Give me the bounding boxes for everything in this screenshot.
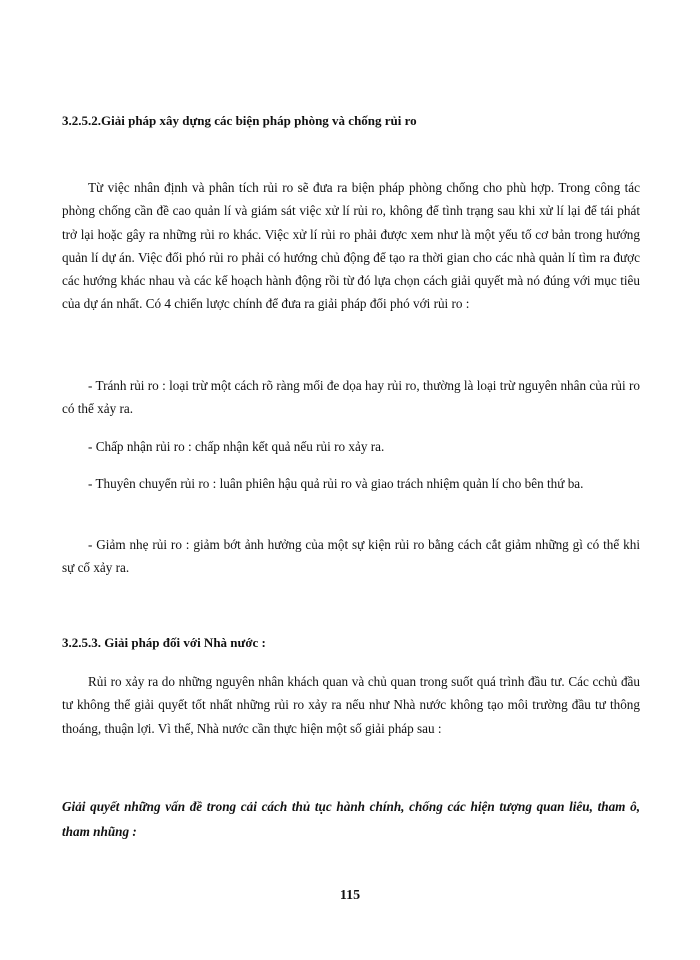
bullet-accept-risk: - Chấp nhận rủi ro : chấp nhận kết quả nếu rủi ro xảy ra. (88, 439, 385, 454)
intro-paragraph: Từ việc nhân định và phân tích rủi ro sẽ đưa ra biện pháp phòng chống cho phù hợp. Trong công tác phòng chống cần đề cao quản lí và giám sát việc xử lí rủi ro, không để tình trạng sau khi xử lí lại để tái phát trở lại hoặc gây ra những rủi ro khác. Việc xử lí rủi ro phải được xem như là một yếu tố cơ bản trong hướng quản lí dự án. Việc đối phó rủi ro phải có hướng chủ động để tạo ra thời gian cho các nhà quản lí tìm ra được các hướng khác nhau và các kế hoạch hành động rồi từ đó lựa chọn cách giải quyết mà nó đúng với mục tiêu của dự án nhất. Có 4 chiến lược chính để đưa ra giải pháp đối phó với rủi ro : (62, 180, 640, 312)
bullet-mitigate-risk: - Giảm nhẹ rủi ro : giảm bớt ảnh hưởng của một sự kiện rủi ro bằng cách cắt giảm những gì có thể khi sự cố xảy ra. (62, 537, 640, 576)
section-heading-3-2-5-2: 3.2.5.2.Giải pháp xây dựng các biện pháp phòng và chống rủi ro (62, 113, 417, 128)
bullet-transfer-risk: - Thuyên chuyển rủi ro : luân phiên hậu quả rủi ro và giao trách nhiệm quản lí cho bên thứ ba. (88, 476, 584, 491)
page-number: 115 (339, 888, 361, 903)
bullet-avoid-risk: - Tránh rủi ro : loại trừ một cách rõ ràng mối đe dọa hay rủi ro, thường là loại trừ nguyên nhân của rủi ro có thể xảy ra. (62, 378, 640, 417)
administrative-reform-subheading: Giải quyết những vấn đề trong cải cách thủ tục hành chính, chống các hiện tượng quan liêu, tham ô, tham nhũng : (62, 799, 640, 839)
section-heading-3-2-5-3: 3.2.5.3. Giải pháp đối với Nhà nước : (62, 635, 266, 650)
state-solutions-paragraph: Rủi ro xảy ra do những nguyên nhân khách quan và chủ quan trong suốt quá trình đầu tư. Các cchủ đầu tư không thể giải quyết tốt nhất những rủi ro xảy ra nếu như Nhà nước không tạo môi trường đầu tư thông thoáng, thuận lợi. Vì thế, Nhà nước cần thực hiện một số giải pháp sau : (62, 674, 640, 736)
